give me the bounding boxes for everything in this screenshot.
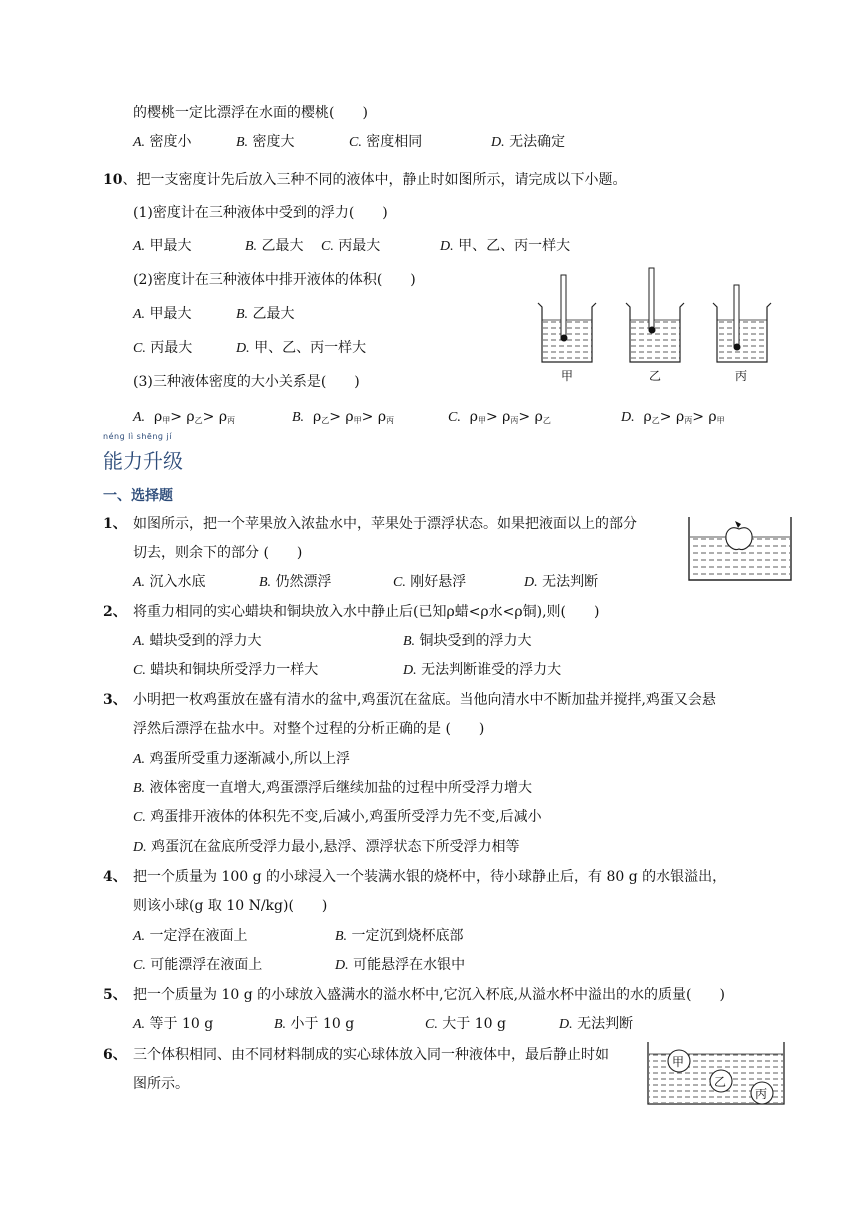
question-10-stem: 10、把一支密度计先后放入三种不同的液体中，静止时如图所示，请完成以下小题。 (103, 172, 627, 188)
option-c: C. 蜡块和铜块所受浮力一样大 (133, 662, 319, 678)
beaker-yi (626, 268, 684, 362)
question-3-line-1: 小明把一枚鸡蛋放在盛有清水的盆中,鸡蛋沉在盆底。当他向清水中不断加盐并搅拌,鸡蛋又会悬 (133, 692, 716, 708)
question-6-line-1: 三个体积相同、由不同材料制成的实心球体放入同一种液体中，最后静止时如 (133, 1047, 609, 1063)
question-6-line-2: 图所示。 (133, 1076, 189, 1092)
ball-label-yi: 乙 (714, 1075, 727, 1089)
ball-label-bing: 丙 (755, 1087, 768, 1101)
option-c: C. 鸡蛋排开液体的体积先不变,后减小,鸡蛋所受浮力先不变,后减小 (133, 809, 542, 825)
option-a: A. 蜡块受到的浮力大 (133, 633, 262, 649)
option-b: B. 乙最大 (236, 306, 295, 322)
question-1-line-1: 如图所示，把一个苹果放入浓盐水中，苹果处于漂浮状态。如果把液面以上的部分 (133, 516, 637, 532)
option-a: A. $\rho_甲> \rho_乙> \rho_丙$ (133, 409, 236, 425)
option-c: C. $\rho_甲> \rho_丙> \rho_乙$ (448, 409, 551, 425)
option-b: B. 铜块受到的浮力大 (403, 633, 532, 649)
question-3-line-2: 浮然后漂浮在盐水中。对整个过程的分析正确的是 ( ) (133, 721, 485, 737)
option-d: D. 无法判断 (559, 1016, 634, 1032)
option-c: C. 丙最大 (133, 340, 193, 356)
question-2-line-1: 将重力相同的实心蜡块和铜块放入水中静止后(已知ρ蜡<ρ水<ρ铜),则( ) (133, 604, 600, 620)
ball-label-jia: 甲 (672, 1055, 685, 1069)
apple-figure (685, 515, 795, 585)
option-d: D. 鸡蛋沉在盆底所受浮力最小,悬浮、漂浮状态下所受浮力相等 (133, 839, 520, 855)
question-number: 4、 (103, 869, 127, 885)
question-9-continuation: 的樱桃一定比漂浮在水面的樱桃( ) (133, 105, 368, 121)
option-b: B. 小于 10 g (274, 1016, 355, 1032)
figure-label-yi: 乙 (649, 369, 662, 383)
option-b: B. 液体密度一直增大,鸡蛋漂浮后继续加盐的过程中所受浮力增大 (133, 780, 532, 796)
option-d: D. $\rho_乙> \rho_丙> \rho_甲$ (621, 409, 725, 425)
option-b: B. 密度大 (236, 134, 295, 150)
question-4-line-2: 则该小球(g 取 10 N/kg)( ) (133, 898, 328, 914)
option-c: C. 丙最大 (321, 238, 381, 254)
option-a: A. 等于 10 g (133, 1016, 214, 1032)
figure-label-jia: 甲 (561, 369, 574, 383)
option-c: C. 大于 10 g (425, 1016, 506, 1032)
option-a: A. 甲最大 (133, 238, 192, 254)
option-c: C. 密度相同 (349, 134, 423, 150)
option-a: A. 甲最大 (133, 306, 192, 322)
section-subhead: 一、选择题 (103, 488, 173, 504)
option-d: D. 甲、乙、丙一样大 (236, 340, 367, 356)
question-5-line-1: 把一个质量为 10 g 的小球放入盛满水的溢水杯中,它沉入杯底,从溢水杯中溢出的水的质量( ) (133, 987, 725, 1003)
beaker-bing (713, 285, 771, 362)
question-number: 3、 (103, 692, 127, 708)
question-number: 1、 (103, 516, 127, 532)
question-10-sub1: (1)密度计在三种液体中受到的浮力( ) (133, 205, 388, 221)
question-10-sub3: (3)三种液体密度的大小关系是( ) (133, 374, 360, 390)
question-number: 5、 (103, 987, 127, 1003)
beaker-jia (538, 275, 596, 362)
option-d: D. 无法判断谁受的浮力大 (403, 662, 562, 678)
option-a: A. 沉入水底 (133, 574, 206, 590)
option-d: D. 无法判断 (524, 574, 599, 590)
option-a: A. 密度小 (133, 134, 192, 150)
section-pinyin: nénɡ lì shēnɡ jí (103, 432, 172, 441)
question-number: 2、 (103, 604, 127, 620)
option-a: A. 鸡蛋所受重力逐渐减小,所以上浮 (133, 751, 350, 767)
question-1-line-2: 切去，则余下的部分 ( ) (133, 545, 303, 561)
question-4-line-1: 把一个质量为 100 g 的小球浸入一个装满水银的烧杯中，待小球静止后，有 80 g 的水银溢出， (133, 869, 727, 885)
option-b: B. 仍然漂浮 (259, 574, 332, 590)
option-d: D. 可能悬浮在水银中 (335, 957, 466, 973)
option-b: B. 一定沉到烧杯底部 (335, 928, 464, 944)
section-title: 能力升级 (103, 449, 183, 473)
option-b: B. $\rho_乙> \rho_甲> \rho_丙$ (292, 409, 395, 425)
option-b: B. 乙最大 (245, 238, 304, 254)
option-c: C. 可能漂浮在液面上 (133, 957, 263, 973)
figure-label-bing: 丙 (735, 369, 748, 383)
question-number: 6、 (103, 1047, 127, 1063)
question-10-sub2: (2)密度计在三种液体中排开液体的体积( ) (133, 272, 416, 288)
option-a: A. 一定浮在液面上 (133, 928, 248, 944)
option-d: D. 甲、乙、丙一样大 (440, 238, 571, 254)
apple-icon (726, 528, 752, 550)
option-d: D. 无法确定 (491, 134, 566, 150)
option-c: C. 刚好悬浮 (393, 574, 467, 590)
